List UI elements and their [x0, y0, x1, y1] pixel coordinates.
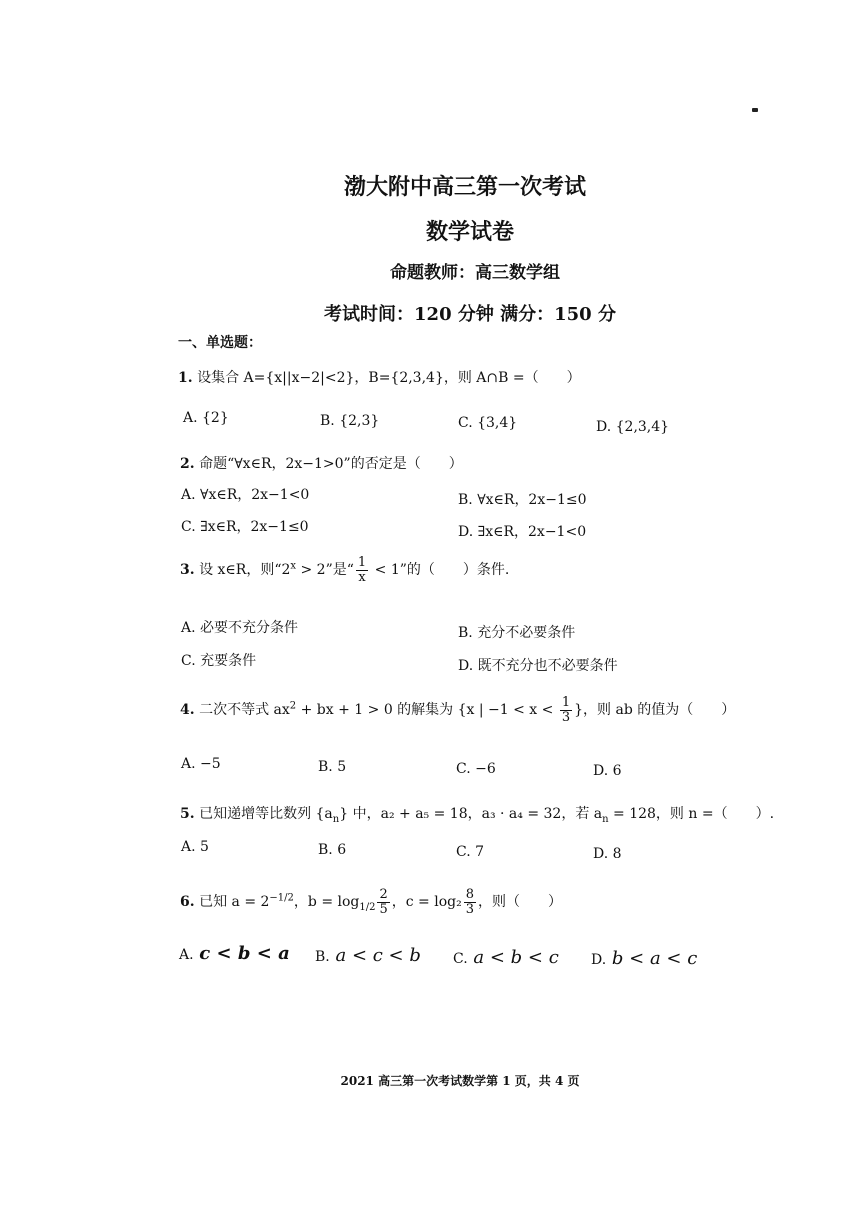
- option-b: B. 6: [318, 842, 347, 858]
- scan-speck: [752, 108, 758, 112]
- question-number: 6.: [180, 894, 195, 911]
- stem-part: = 128，则 n =（ ）.: [608, 806, 775, 822]
- option-label: D.: [591, 952, 607, 968]
- question-number: 3.: [180, 562, 195, 579]
- denominator: x: [358, 569, 366, 585]
- section-title: 一、单选题：: [178, 335, 262, 351]
- subscript: n: [602, 813, 609, 825]
- question-4: [180, 696, 735, 724]
- time-score-info: 考试时间：120 分钟 满分：150 分: [324, 304, 616, 325]
- option-d: D. 既不充分也不必要条件: [458, 658, 618, 674]
- numerator: 2: [379, 887, 388, 902]
- question-number: 4.: [180, 702, 195, 719]
- question-5: [180, 803, 774, 825]
- option-c: C. ∃x∈R，2x−1≤0: [181, 519, 309, 535]
- option-b: B. 5: [318, 759, 347, 775]
- option-d: D. ∃x∈R，2x−1<0: [458, 524, 587, 540]
- stem-part: ，b = log: [293, 894, 360, 911]
- subscript: n: [332, 813, 340, 825]
- option-c: [453, 947, 559, 968]
- question-2: [180, 453, 463, 473]
- option-expression: a < b < c: [473, 947, 559, 968]
- option-expression: b < a < c: [611, 948, 698, 969]
- option-label: B.: [315, 949, 330, 965]
- option-a: A. 5: [181, 839, 209, 855]
- option-label: A.: [179, 947, 194, 963]
- option-c: C. {3,4}: [458, 415, 518, 431]
- denominator: 5: [379, 901, 388, 917]
- stem-part: + bx + 1 > 0 的解集为 {x | −1 < x <: [296, 702, 558, 719]
- question-stem: 命题“∀x∈R，2x−1>0”的否定是（ ）: [199, 456, 463, 472]
- numerator: 1: [357, 555, 367, 570]
- fraction: [464, 888, 476, 916]
- option-expression: c < b < a: [199, 943, 290, 964]
- option-a: [179, 943, 290, 964]
- option-b: B. ∀x∈R，2x−1≤0: [458, 492, 587, 508]
- subject-title: 数学试卷: [425, 219, 514, 245]
- option-a: A. {2}: [183, 410, 229, 426]
- option-c: C. 7: [456, 844, 485, 860]
- option-b: B. {2,3}: [320, 413, 380, 429]
- exponent: x: [290, 560, 297, 572]
- stem-part: 二次不等式 ax: [199, 702, 290, 719]
- option-d: D. 6: [593, 763, 622, 779]
- page-footer: 2021 高三第一次考试数学第 1 页，共 4 页: [340, 1074, 580, 1088]
- stem-part: > 2”是“: [296, 562, 354, 579]
- option-a: A. −5: [181, 756, 221, 772]
- stem-part: ，则（ ）: [477, 894, 562, 911]
- option-a: A. 必要不充分条件: [181, 620, 299, 636]
- option-b: [315, 945, 421, 966]
- question-3: [180, 556, 509, 584]
- numerator: 1: [561, 695, 571, 710]
- stem-part: < 1”的（ ）条件.: [370, 562, 510, 579]
- fraction: [356, 556, 368, 584]
- question-stem: 设集合 A={x||x−2|<2}，B={2,3,4}，则 A∩B =（ ）: [197, 370, 581, 386]
- option-d: D. 8: [593, 846, 622, 862]
- log-base: 1/2: [359, 901, 376, 913]
- stem-part: 设 x∈R，则“2: [199, 562, 291, 579]
- option-label: C.: [453, 951, 468, 967]
- option-d: [591, 948, 697, 969]
- option-c: C. 充要条件: [181, 653, 257, 669]
- option-a: A. ∀x∈R，2x−1<0: [181, 487, 310, 503]
- exponent: 2: [289, 700, 297, 712]
- stem-part: 已知递增等比数列 {a: [199, 806, 333, 822]
- stem-part: } 中，a₂ + a₅ = 18，a₃ · a₄ = 32，若 a: [339, 806, 603, 822]
- stem-part: }，则 ab 的值为（ ）: [574, 702, 736, 719]
- fraction: [377, 888, 389, 916]
- stem-part: ，c = log₂: [391, 894, 462, 911]
- denominator: 3: [561, 709, 571, 725]
- school-title: 渤大附中高三第一次考试: [343, 174, 586, 200]
- question-1: [178, 367, 581, 387]
- question-number: 5.: [180, 806, 195, 822]
- option-expression: a < c < b: [335, 945, 421, 966]
- numerator: 8: [465, 887, 474, 902]
- option-b: B. 充分不必要条件: [458, 625, 576, 641]
- stem-part: 已知 a = 2: [199, 894, 270, 911]
- question-number: 1.: [178, 370, 193, 386]
- option-c: C. −6: [456, 761, 496, 777]
- option-d: D. {2,3,4}: [596, 419, 670, 435]
- denominator: 3: [465, 901, 474, 917]
- author-line: 命题教师：高三数学组: [390, 263, 560, 283]
- question-number: 2.: [180, 456, 195, 472]
- question-6: [180, 888, 562, 916]
- fraction: [560, 696, 572, 724]
- exponent: −1/2: [269, 892, 294, 904]
